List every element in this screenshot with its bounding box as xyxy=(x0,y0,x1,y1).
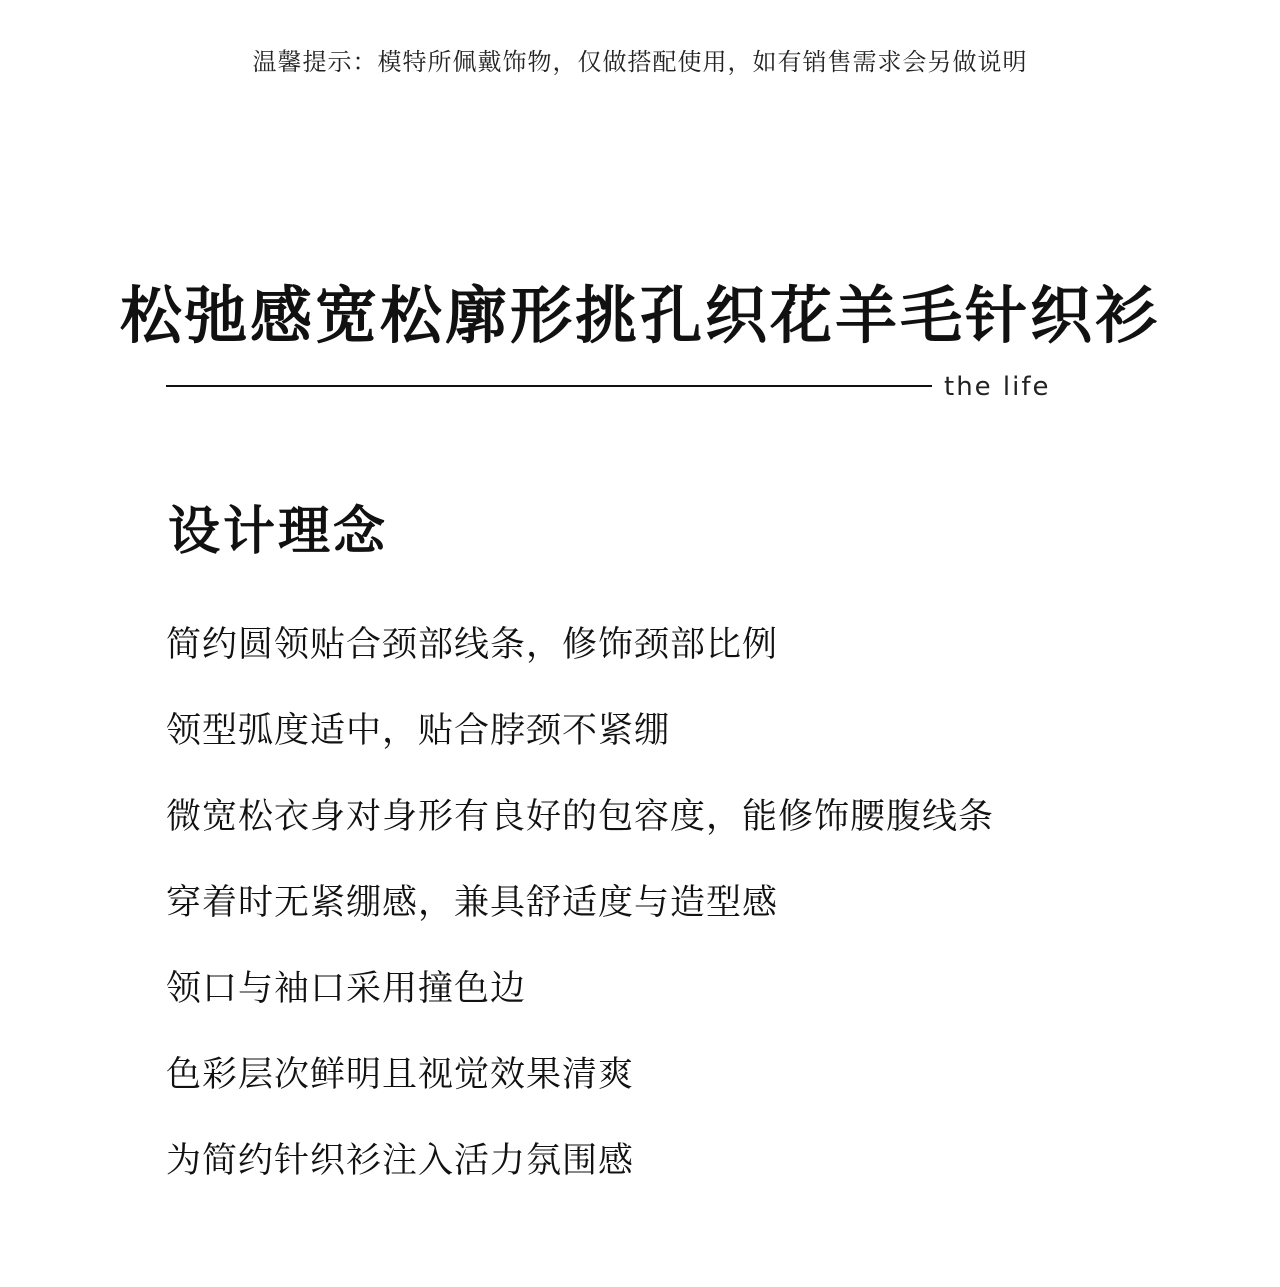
feature-item: 微宽松衣身对身形有良好的包容度，能修饰腰腹线条 xyxy=(166,797,995,837)
feature-list xyxy=(166,620,994,1222)
product-title: 松弛感宽松廓形挑孔织花羊毛针织衫 xyxy=(119,279,1160,352)
feature-item: 穿着时无紧绷感，兼具舒适度与造型感 xyxy=(166,883,779,923)
feature-item: 领型弧度适中，贴合脖颈不紧绷 xyxy=(166,711,671,751)
feature-item: 领口与袖口采用撞色边 xyxy=(166,969,527,1009)
notice-text: 温馨提示：模特所佩戴饰物，仅做搭配使用，如有销售需求会另做说明 xyxy=(252,48,1028,76)
feature-item: 色彩层次鲜明且视觉效果清爽 xyxy=(166,1055,635,1095)
feature-item: 为简约针织衫注入活力氛围感 xyxy=(166,1141,635,1181)
feature-item: 简约圆领贴合颈部线条，修饰颈部比例 xyxy=(166,625,779,665)
divider-line xyxy=(166,385,932,387)
section-heading: 设计理念 xyxy=(168,502,389,562)
tagline: the life xyxy=(944,372,1051,402)
